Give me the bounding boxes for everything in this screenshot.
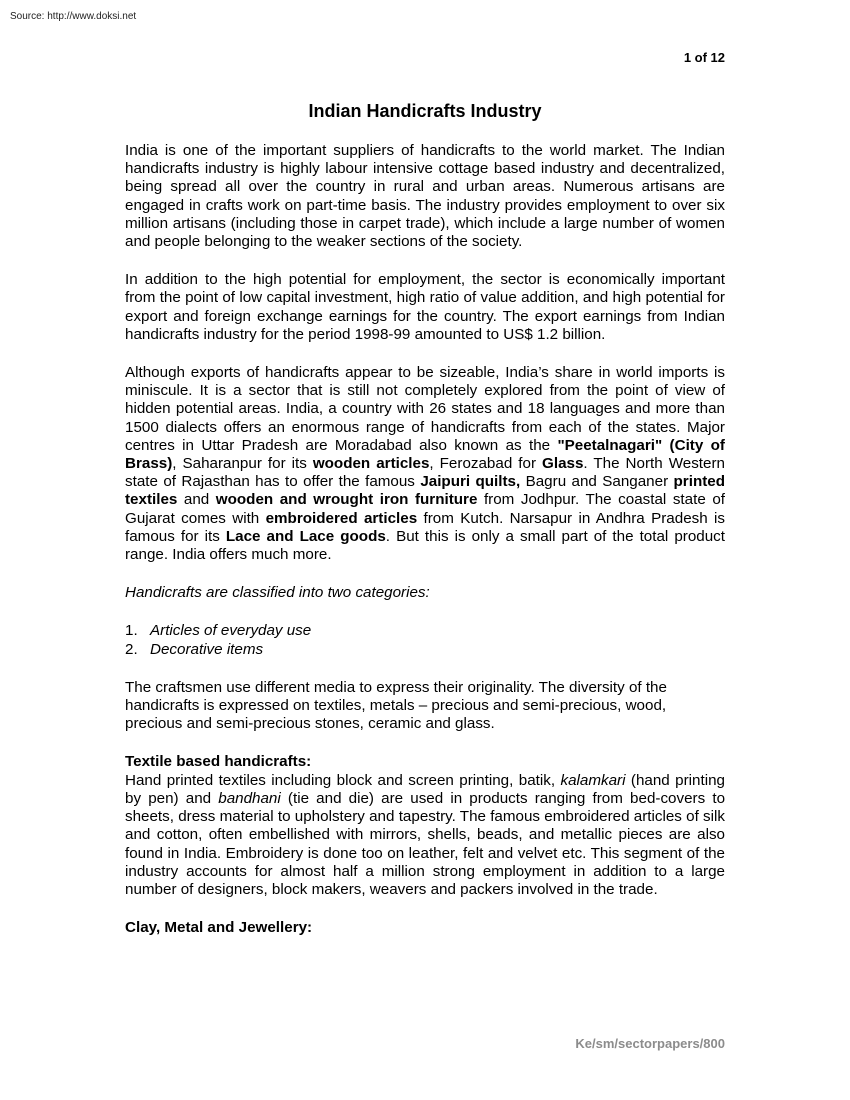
- bold-term: Lace and Lace goods: [225, 527, 386, 545]
- list-number: 2.: [125, 640, 138, 658]
- italic-term: bandhani: [218, 789, 281, 807]
- italic-term: kalamkari: [560, 771, 626, 789]
- paragraph-intro: India is one of the important suppliers of handicrafts to the world market. The Indian handicrafts industry is highly labour intensive cottage based industry and decentralized, being spread all over the country in rural and urban areas. Numerous artisans are engaged in crafts work on part-time basis. The industry provides employment to over six million artisans (including those in carpet trade), which include a large number of women and people belonging to the weaker sections of the society.: [125, 142, 725, 251]
- footer-reference: Ke/sm/sectorpapers/800: [575, 1036, 725, 1051]
- list-item: [125, 622, 725, 640]
- text-run: from Kutch. Narsapur in Andhra Pradesh is famous for its: [125, 509, 725, 545]
- bold-term: wooden and wrought iron furniture: [215, 491, 478, 509]
- paragraph-media: The craftsmen use different media to express their originality. The diversity of the handicrafts is expressed on textiles, metals – precious and semi-precious, wood, precious and semi-precious stones, ceramic and glass.: [125, 678, 667, 733]
- bold-term: printed textiles: [125, 473, 725, 509]
- bold-term: "Peetalnagari" (City of Brass): [125, 436, 725, 473]
- paragraph-exports: [125, 364, 725, 564]
- source-url: Source: http://www.doksi.net: [10, 11, 137, 22]
- list-label: Decorative items: [150, 640, 264, 658]
- text-run: Bagru and Sanganer: [520, 473, 674, 491]
- heading-textile: Textile based handicrafts:: [125, 753, 312, 771]
- text-run: (tie and die) are used in products ranging from bed-covers to sheets, dress material to upholstery and tapestry. The famous embroidered articles of silk and cotton, often embellished with mirrors, shells, beads, and metallic pieces are also found in India. Embroidery is done too on leather, felt and velvet etc. This segment of the industry accounts for almost half a million strong employment in addition to a large number of designers, block makers, weavers and packers involved in the trade.: [125, 789, 726, 898]
- text-run: , Saharanpur for its: [172, 455, 313, 473]
- list-label: Articles of everyday use: [150, 622, 312, 640]
- heading-clay-metal: Clay, Metal and Jewellery:: [125, 919, 313, 937]
- text-run: Although exports of handicrafts appear to be sizeable, India’s share in world imports is miniscule. It is a sector that is still not completely explored from the point of view of hidden potential areas. India, a country with 26 states and 18 languages and more than 1500 dialects offers an enormous range of handicrafts from each of the states. Major centres in Uttar Pradesh are Moradabad also known as the: [125, 364, 725, 454]
- list-number: 1.: [125, 622, 138, 640]
- text-run: , Ferozabad for: [429, 455, 543, 473]
- bold-term: Glass: [542, 455, 584, 473]
- text-run: (hand printing by pen) and: [125, 771, 725, 807]
- list-item: [125, 641, 725, 659]
- text-run: from Jodhpur. The coastal state of Gujarat comes with: [125, 491, 725, 527]
- text-run: . The North Western state of Rajasthan has to offer the famous: [125, 455, 725, 491]
- document-body: [125, 142, 725, 937]
- text-run: . But this is only a small part of the total product range. India offers much more.: [125, 527, 725, 564]
- page-title: Indian Handicrafts Industry: [308, 101, 542, 121]
- text-run: and: [177, 491, 216, 509]
- text-run: Hand printed textiles including block and screen printing, batik,: [125, 771, 561, 789]
- classification-intro: Handicrafts are classified into two categories:: [125, 584, 430, 602]
- bold-term: wooden articles: [312, 455, 430, 473]
- page-number: 1 of 12: [683, 50, 725, 65]
- category-list: [125, 622, 725, 658]
- paragraph-economics: In addition to the high potential for employment, the sector is economically important from the point of low capital investment, high ratio of value addition, and high potential for export and foreign exchange earnings for the country. The export earnings from Indian handicrafts industry for the period 1998-99 amounted to US$ 1.2 billion.: [125, 271, 725, 343]
- bold-term: Jaipuri quilts,: [420, 473, 521, 491]
- bold-term: embroidered articles: [265, 509, 418, 527]
- paragraph-textile: [125, 772, 725, 899]
